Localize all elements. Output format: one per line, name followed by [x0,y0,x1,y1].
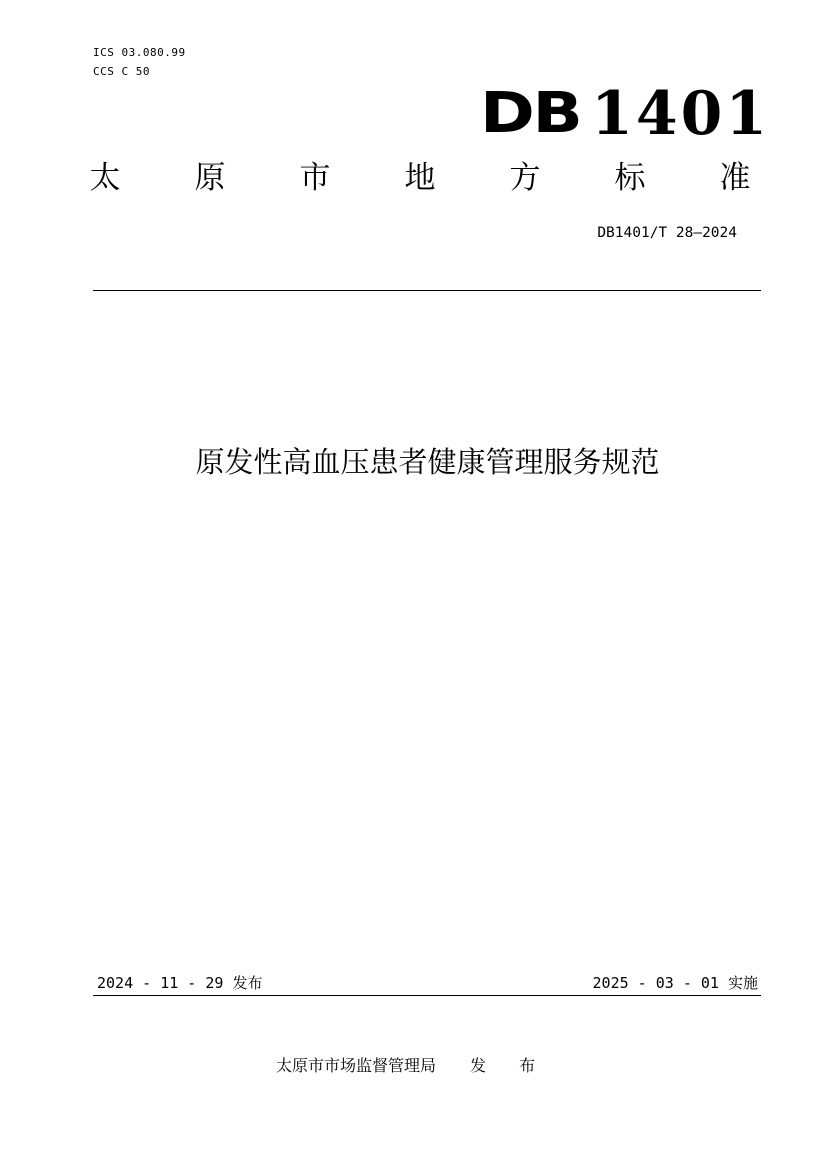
standard-type-char: 地 [404,160,436,196]
bottom-divider [93,995,761,996]
classification-codes [93,43,186,81]
implementation-label: 实施 [727,974,758,992]
standard-code-logo [480,79,771,149]
ccs-code: CCS C 50 [93,65,150,78]
issuer-action: 发 布 [470,1056,550,1075]
standard-type-char: 市 [299,160,331,196]
document-title: 原发性高血压患者健康管理服务规范 [195,445,660,479]
implementation-date: 2025 - 03 - 01 [592,974,719,992]
standard-type-char: 方 [509,160,541,196]
standard-type-char: 准 [719,160,751,196]
ics-code: ICS 03.080.99 [93,46,186,59]
release-date-line [97,972,262,994]
standard-type-heading [88,158,752,198]
standard-number: DB1401/T 28—2024 [597,225,737,241]
standard-code-number: 1401 [591,79,771,149]
release-label: 发布 [232,974,263,992]
standard-code-letters: DB [480,81,581,146]
release-date: 2024 - 11 - 29 [97,974,224,992]
issuer-line [276,1055,549,1077]
standard-type-char: 标 [614,160,646,196]
implementation-date-line [593,972,758,994]
issuer-name: 太原市市场监督管理局 [276,1056,437,1075]
top-divider [93,290,761,291]
standard-type-char: 太 [89,160,121,196]
standard-type-char: 原 [194,160,226,196]
